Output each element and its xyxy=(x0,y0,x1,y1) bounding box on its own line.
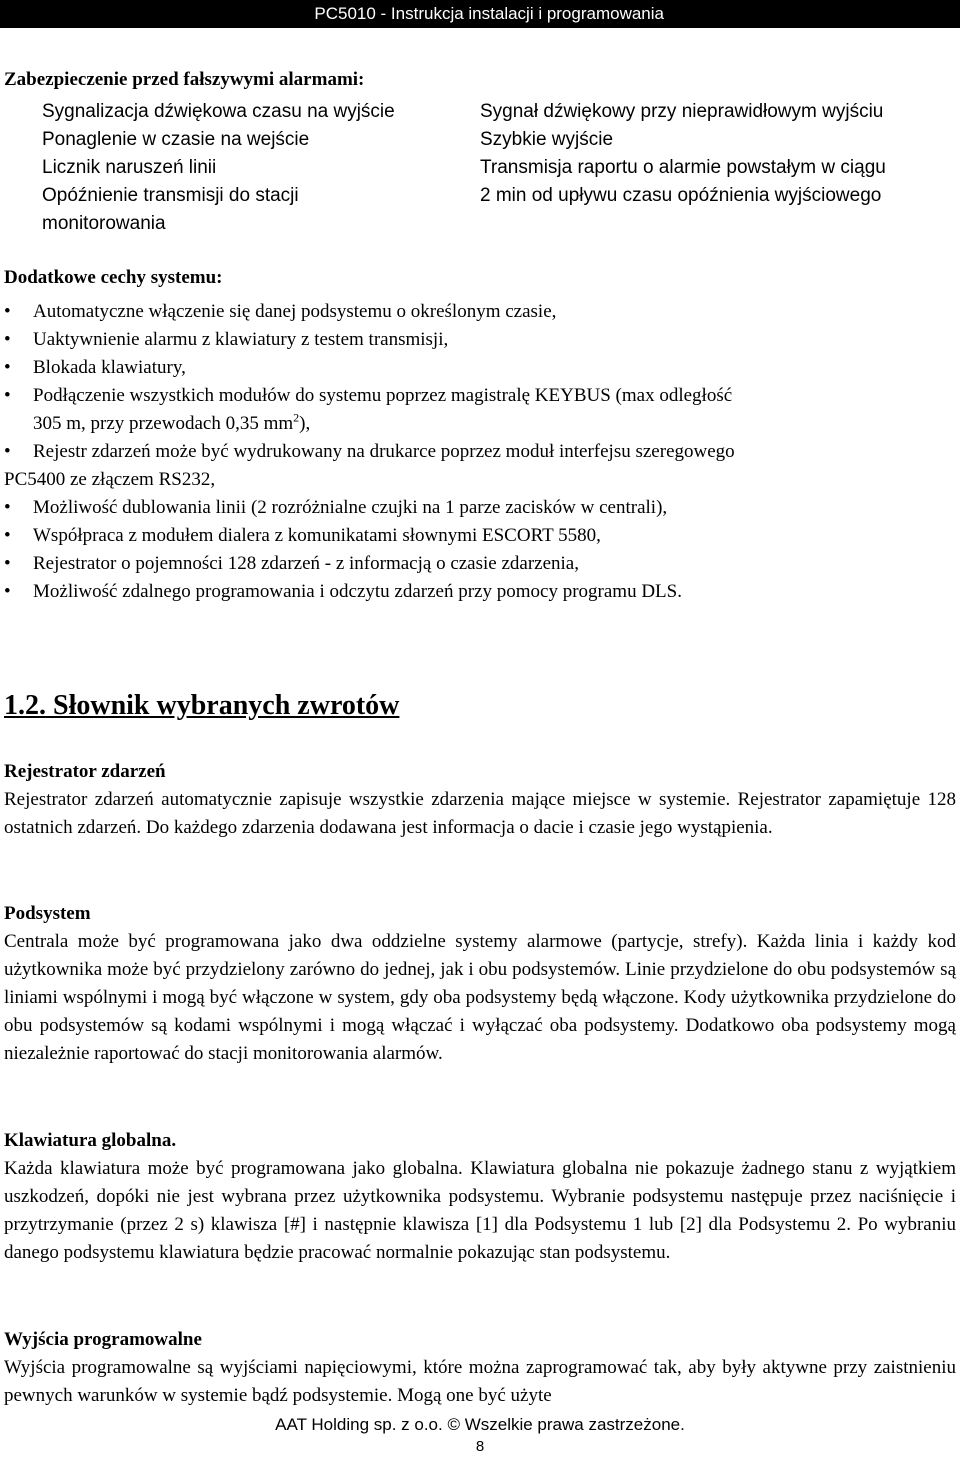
glossary-term xyxy=(4,758,956,842)
bullet-icon: • xyxy=(4,357,11,378)
bullet-icon: • xyxy=(4,385,11,406)
footer-copyright: AAT Holding sp. z o.o. © Wszelkie prawa zastrzeżone. xyxy=(275,1415,685,1434)
bullet-icon: • xyxy=(4,525,11,546)
header-title: PC5010 - Instrukcja instalacji i programowania xyxy=(314,4,664,23)
glossary-term xyxy=(4,1326,956,1410)
features-list-item: • Rejestr zdarzeń może być wydrukowany na drukarce poprzez moduł interfejsu szeregowego PC5400 ze złączem RS232, xyxy=(4,438,954,494)
protection-left-column xyxy=(42,98,462,238)
features-list-item: • Podłączenie wszystkich modułów do systemu poprzez magistralę KEYBUS (max odległość 305 m, przy przewodach 0,35 $mm^2$), xyxy=(4,382,954,438)
term-title: Wyjścia programowalne xyxy=(4,1329,202,1350)
features-list-item: • Możliwość zdalnego programowania i odczytu zdarzeń przy pomocy programu DLS. xyxy=(4,578,954,606)
section-heading: 1.2. Słownik wybranych zwrotów xyxy=(4,690,400,721)
superscript: 2 xyxy=(293,410,300,425)
term-title: Rejestrator zdarzeń xyxy=(4,761,166,782)
protection-title: Zabezpieczenie przed fałszywymi alarmami: xyxy=(4,69,365,90)
page-footer xyxy=(0,1414,960,1458)
protection-left-item: Sygnalizacja dźwiękowa czasu na wyjście xyxy=(42,101,395,122)
features-list-item: • Blokada klawiatury, xyxy=(4,354,954,382)
bullet-icon: • xyxy=(4,581,11,602)
protection-left-item: Ponaglenie w czasie na wejście xyxy=(42,129,310,150)
features-list-item: • Współpraca z modułem dialera z komunikatami słownymi ESCORT 5580, xyxy=(4,522,954,550)
bullet-icon: • xyxy=(4,553,11,574)
page-number: 8 xyxy=(475,1438,485,1455)
protection-left-item: Licznik naruszeń linii xyxy=(42,157,217,178)
term-body: Rejestrator zdarzeń automatycznie zapisuje wszystkie zdarzenia mające miejsce w systemie. Rejestrator zapamiętuje 128 ostatnich zdarzeń. Do każdego zdarzenia dodawana jest informacja o dacie i czasie jego wystąpienia. xyxy=(4,789,956,838)
bullet-icon: • xyxy=(4,497,11,518)
page-header xyxy=(0,0,960,28)
features-list xyxy=(4,298,954,606)
features-title: Dodatkowe cechy systemu: xyxy=(4,267,223,288)
term-title: Podsystem xyxy=(4,903,91,924)
protection-right-item: Transmisja raportu o alarmie powstałym w ciągu xyxy=(480,157,886,178)
term-body: Każda klawiatura może być programowana jako globalna. Klawiatura globalna nie pokazuje żadnego stanu z wyjątkiem uszkodzeń, dopóki nie jest wybrana przez użytkownika podsystemu. Wybranie podsystemu następuje przez naciśnięcie i przytrzymanie (przez 2 s) klawisza [#] i następnie klawisza [1] dla Podsystemu 1 lub [2] dla Podsystemu 2. Po wybraniu danego podsystemu klawiatura będzie pracować normalnie pokazując stan podsystemu. xyxy=(4,1158,956,1263)
features-list-item: • Rejestrator o pojemności 128 zdarzeń - z informacją o czasie zdarzenia, xyxy=(4,550,954,578)
protection-right-item: 2 min od upływu czasu opóźnienia wyjściowego xyxy=(480,185,882,206)
protection-left-item: monitorowania xyxy=(42,213,166,234)
features-list-item: • Automatyczne włączenie się danej podsystemu o określonym czasie, xyxy=(4,298,954,326)
bullet-icon: • xyxy=(4,301,11,322)
term-body: Wyjścia programowalne są wyjściami napięciowymi, które można zaprogramować tak, aby były aktywne przy zaistnieniu pewnych warunków w systemie bądź podsystemie. Mogą one być użyte xyxy=(4,1357,956,1406)
term-body: Centrala może być programowana jako dwa oddzielne systemy alarmowe (partycje, strefy). Każda linia i każdy kod użytkownika może być przydzielony zarówno do jednej, jak i obu podsystemów. Linie przydzielone do obu podsystemów są liniami wspólnymi i mogą być włączone w system, gdy oba podsystemy będą włączone. Kody użytkownika przydzielone do obu podsystemów są kodami wspólnymi i mogą włączać i wyłączać oba podsystemy. Dodatkowo oba podsystemy mogą niezależnie raportować do stacji monitorowania alarmów. xyxy=(4,931,956,1064)
bullet-icon: • xyxy=(4,441,11,462)
protection-left-item: Opóźnienie transmisji do stacji xyxy=(42,185,299,206)
protection-right-item: Sygnał dźwiękowy przy nieprawidłowym wyjściu xyxy=(480,101,884,122)
glossary-term xyxy=(4,900,956,1068)
bullet-icon: • xyxy=(4,329,11,350)
protection-right-column xyxy=(480,98,960,210)
features-list-item: • Możliwość dublowania linii (2 rozróżnialne czujki na 1 parze zacisków w centrali), xyxy=(4,494,954,522)
glossary-term xyxy=(4,1127,956,1267)
features-list-item: • Uaktywnienie alarmu z klawiatury z testem transmisji, xyxy=(4,326,954,354)
protection-right-item: Szybkie wyjście xyxy=(480,129,614,150)
term-title: Klawiatura globalna. xyxy=(4,1130,177,1151)
